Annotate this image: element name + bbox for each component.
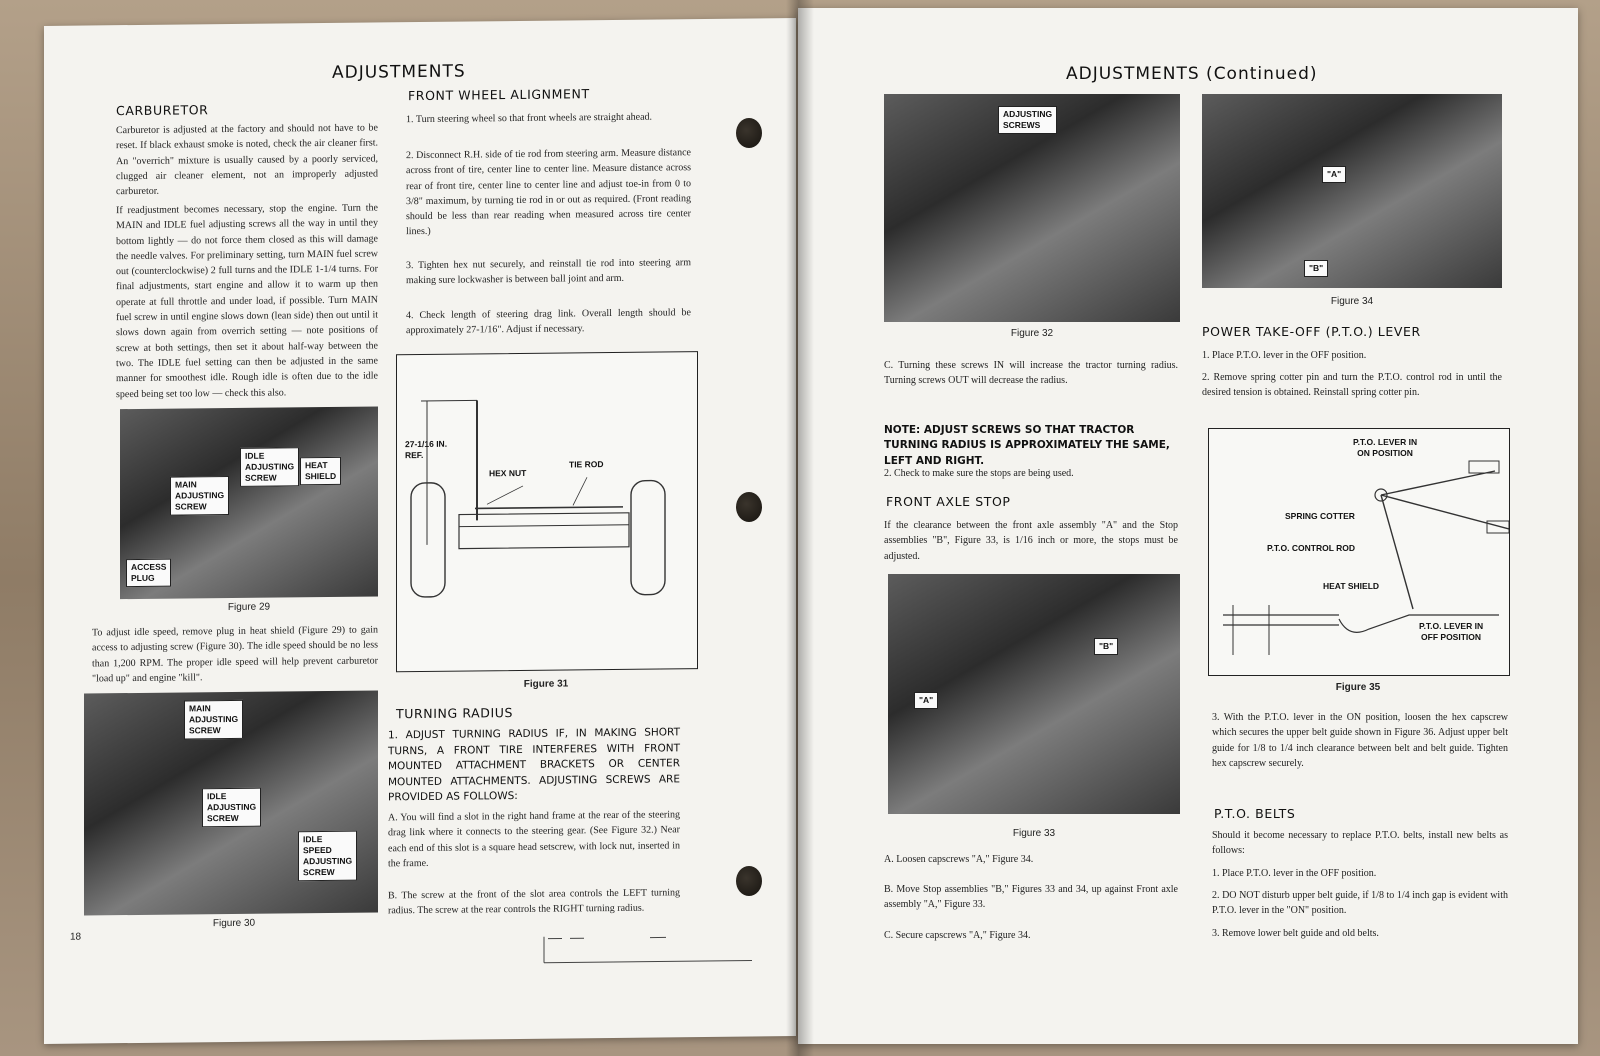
fig29-label-heat-shield: HEAT SHIELD xyxy=(300,457,341,485)
fig29-label-idle-screw: IDLE ADJUSTING SCREW xyxy=(240,447,299,487)
fig33-label-b: "B" xyxy=(1094,638,1118,655)
figure-31-caption: Figure 31 xyxy=(523,678,569,690)
fig29-label-access-plug: ACCESS PLUG xyxy=(126,559,171,587)
binder-hole-2 xyxy=(736,492,762,522)
carburetor-paragraph-2: If readjustment becomes necessary, stop the engine. Turn the MAIN and IDLE fuel adjusting screws all the way in until they bottom lightly — do not force them closed as this will damage the needle valves. For preliminary setting, turn MAIN fuel screw out (counterclockwise) 2 full turns and the IDLE 1-1/4 turns. For final adjustments, start engine and allow it to warm up then operate at full throttle and under load, if possible. Turn MAIN fuel screw in until engine slows down (lean side) then out until it slows down again from overrich setting — note positions of screw at both settings, then set it about half-way between the two. The IDLE fuel setting can then be adjusted in the same manner for smoothest idle. Rough idle is often due to the idle speed being set too low — check this also. xyxy=(116,202,378,400)
front-wheel-step-2: 2. Disconnect R.H. side of tie rod from steering arm. Measure distance across front of tire, center line to center line. Measure distance across rear of front tire, center line to center line and adjust toe-in from 0 to 3/8" maximum, by turning tie rod in or out as required. (Front reading should be less than rear reading when measured across tire center lines.) xyxy=(406,147,691,238)
turning-radius-step-c: C. Turning these screws IN will increase the tractor turning radius. Turning screws OUT will decrease the radius. xyxy=(884,360,1178,387)
figure-30-photo xyxy=(84,690,378,915)
fig30-label-main-screw: MAIN ADJUSTING SCREW xyxy=(184,700,243,740)
page-title: ADJUSTMENTS xyxy=(332,61,466,83)
page-title-continued: ADJUSTMENTS (Continued) xyxy=(1066,64,1318,84)
pto-belts-paragraph: Should it become necessary to replace P.T.O. belts, install new belts as follows: xyxy=(1212,830,1508,857)
fig31-label-hex-nut: HEX NUT xyxy=(489,467,527,479)
idle-speed-paragraph: To adjust idle speed, remove plug in heat shield (Figure 29) to gain access to adjusting screw (Figure 30). The idle speed should be no less than 1,200 RPM. The proper idle speed will help prevent carburetor "load up" and engine "kill". xyxy=(92,624,378,685)
page-corner-marks xyxy=(540,930,760,972)
left-page xyxy=(44,18,796,1044)
binder-hole-3 xyxy=(736,866,762,896)
figure-32-caption: Figure 32 xyxy=(1010,328,1054,339)
axle-stop-step-c: C. Secure capscrews "A," Figure 34. xyxy=(884,930,1031,941)
front-wheel-step-3: 3. Tighten hex nut securely, and reinstall tie rod into steering arm making sure lockwasher is between ball joint and arm. xyxy=(406,257,691,287)
pto-belts-step-1: 1. Place P.T.O. lever in the OFF position. xyxy=(1212,868,1377,879)
turning-radius-step-1: 1. ADJUST TURNING RADIUS IF, IN MAKING SHORT TURNS, A FRONT TIRE INTERFERES WITH FRONT MOUNTED ATTACHMENT BRACKETS OR CENTER MOUNTED ATTACHMENTS. ADJUSTING SCREWS ARE PROVIDED AS FOLLOWS: xyxy=(388,726,680,804)
fig30-label-idle-speed-screw: IDLE SPEED ADJUSTING SCREW xyxy=(298,831,357,882)
pto-lever-heading: POWER TAKE-OFF (P.T.O.) LEVER xyxy=(1202,324,1421,339)
fig35-label-off-position: P.T.O. LEVER IN OFF POSITION xyxy=(1419,621,1484,642)
turning-radius-step-a: A. You will find a slot in the right hand frame at the rear of the steering drag link where it connects to the steering gear. (See Figure 32.) Near each end of this slot is a square head setscrew, with lock nut, inserted in the frame. xyxy=(388,809,680,870)
figure-29-caption: Figure 29 xyxy=(227,601,271,614)
figure-32-photo xyxy=(884,94,1180,322)
figure-31-diagram xyxy=(396,351,698,672)
page-number: 18 xyxy=(70,931,82,943)
figure-35-caption: Figure 35 xyxy=(1335,682,1381,693)
figure-31-drawing xyxy=(397,352,697,671)
figure-33-caption: Figure 33 xyxy=(1012,828,1056,839)
fig35-label-spring-cotter: SPRING COTTER xyxy=(1285,511,1355,521)
pto-belts-step-2: 2. DO NOT disturb upper belt guide, if 1/8 to 1/4 inch gap is evident with P.T.O. lever in the "ON" position. xyxy=(1212,890,1508,917)
fig34-label-b: "B" xyxy=(1304,260,1328,277)
fig35-label-on-position: P.T.O. LEVER IN ON POSITION xyxy=(1353,437,1418,458)
front-wheel-step-4: 4. Check length of steering drag link. Overall length should be approximately 27-1/16". Adjust if necessary. xyxy=(406,307,691,337)
fig35-label-heat-shield: HEAT SHIELD xyxy=(1323,581,1380,591)
fig30-label-idle-screw: IDLE ADJUSTING SCREW xyxy=(202,788,261,828)
front-wheel-step-1: 1. Turn steering wheel so that front wheels are straight ahead. xyxy=(406,111,653,126)
fig32-label-adjusting-screws: ADJUSTING SCREWS xyxy=(998,106,1057,134)
figure-30-caption: Figure 30 xyxy=(212,917,256,930)
right-page xyxy=(798,8,1578,1044)
front-wheel-heading: FRONT WHEEL ALIGNMENT xyxy=(408,86,590,104)
check-stops-step: 2. Check to make sure the stops are being used. xyxy=(884,468,1074,479)
pto-lever-step-3: 3. With the P.T.O. lever in the ON position, loosen the hex capscrew which secures the upper belt guide shown in Figure 36. Adjust upper belt guide for 1/8 to 1/4 inch clearance between belt and belt guide. Tighten hex capscrew securely. xyxy=(1212,712,1508,769)
carburetor-paragraph-1: Carburetor is adjusted at the factory and should not have to be reset. If black exhaust smoke is noted, check the air cleaner first. An "overrich" mixture is usually caused by a poorly serviced, clugged air cleaner element, not an improperly adjusted carburetor. xyxy=(116,122,378,198)
pto-lever-step-2: 2. Remove spring cotter pin and turn the P.T.O. control rod in until the desired tension is obtained. Reinstall spring cotter pin. xyxy=(1202,372,1502,399)
figure-34-caption: Figure 34 xyxy=(1330,296,1374,307)
figure-33-photo xyxy=(888,574,1180,814)
figure-35-diagram xyxy=(1208,428,1510,676)
axle-stop-step-a: A. Loosen capscrews "A," Figure 34. xyxy=(884,854,1034,865)
turning-radius-heading: TURNING RADIUS xyxy=(396,705,514,722)
fig29-label-main-screw: MAIN ADJUSTING SCREW xyxy=(170,476,229,516)
fig33-label-a: "A" xyxy=(914,692,938,709)
fig35-label-control-rod: P.T.O. CONTROL ROD xyxy=(1267,543,1356,553)
carburetor-heading: CARBURETOR xyxy=(116,102,209,119)
front-axle-stop-paragraph: If the clearance between the front axle assembly "A" and the Stop assemblies "B", Figure 33, is 1/16 inch or more, the stops must be adjusted. xyxy=(884,520,1178,562)
front-axle-stop-heading: FRONT AXLE STOP xyxy=(886,494,1011,509)
axle-stop-step-b: B. Move Stop assemblies "B," Figures 33 and 34, up against Front axle assembly "A," Figure 33. xyxy=(884,884,1178,911)
pto-belts-step-3: 3. Remove lower belt guide and old belts. xyxy=(1212,928,1379,939)
pto-belts-heading: P.T.O. BELTS xyxy=(1214,806,1296,821)
fig34-label-a: "A" xyxy=(1322,166,1346,183)
figure-34-photo xyxy=(1202,94,1502,288)
binding-gutter xyxy=(786,0,814,1056)
fig31-label-tie-rod: TIE ROD xyxy=(569,459,604,470)
figure-29-photo xyxy=(120,406,378,599)
fig31-label-ref: 27-1/16 IN. REF. xyxy=(405,438,448,461)
turning-radius-note: NOTE: ADJUST SCREWS SO THAT TRACTOR TURNING RADIUS IS APPROXIMATELY THE SAME, LEFT AND RIGHT. xyxy=(884,423,1170,467)
turning-radius-step-b: B. The screw at the front of the slot area controls the LEFT turning radius. The screw at the rear controls the RIGHT turning radius. xyxy=(388,887,680,917)
binder-hole-1 xyxy=(736,118,762,148)
pto-lever-step-1: 1. Place P.T.O. lever in the OFF position. xyxy=(1202,350,1367,361)
